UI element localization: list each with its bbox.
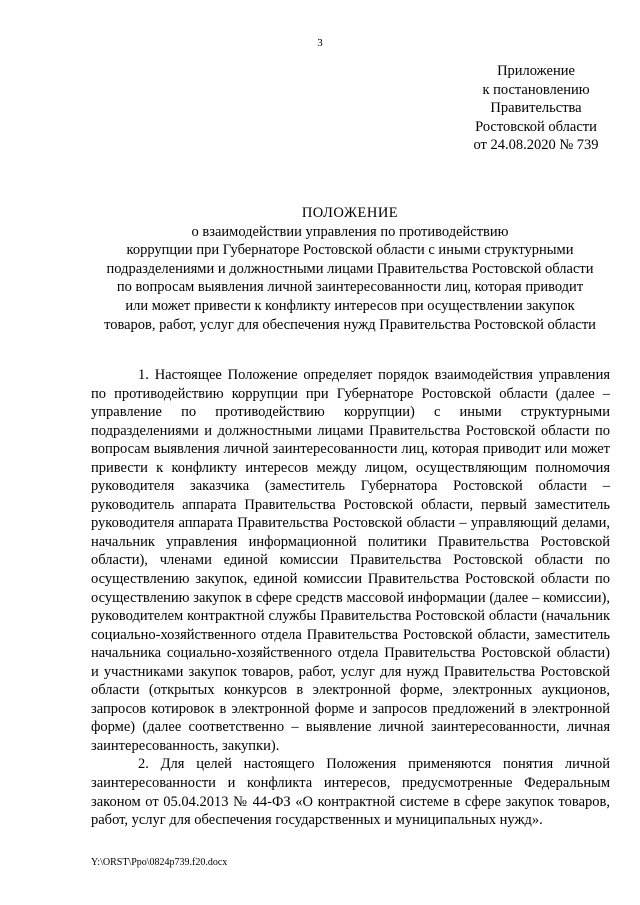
appendix-line: от 24.08.2020 № 739 — [473, 137, 599, 154]
paragraph-2: 2. Для целей настоящего Положения применяются понятия личной заинтересованности и конфликта интересов, предусмотренные Федеральным законом от 05.04.2013 № 44-ФЗ «О контрактной системе в сфере закупок товаров, работ, услуг для обеспечения государственных и муниципальных нужд». — [91, 756, 610, 829]
appendix-block — [420, 62, 640, 155]
appendix-line: к постановлению — [482, 81, 590, 98]
appendix-line: Ростовской области — [475, 118, 597, 135]
page-number: 3 — [317, 37, 323, 49]
appendix-line: Приложение — [497, 63, 575, 79]
title-subtitle-line: по вопросам выявления личной заинтересованности лиц, которая приводит — [116, 279, 584, 296]
title-subtitle-line: подразделениями и должностными лицами Правительства Ростовской области — [106, 260, 594, 277]
document-title: ПОЛОЖЕНИЕ — [301, 205, 399, 221]
document-body — [91, 366, 610, 830]
title-subtitle-line: коррупции при Губернаторе Ростовской области с иными структурными — [126, 242, 574, 259]
document-title-block — [60, 204, 640, 334]
title-subtitle-line: о взаимодействии управления по противодействию — [191, 223, 509, 240]
footer-file-path: Y:\ORST\Ppo\0824p739.f20.docx — [91, 857, 228, 868]
title-subtitle-line: или может привести к конфликту интересов при осуществлении закупок — [125, 297, 575, 314]
paragraph-1: 1. Настоящее Положение определяет порядок взаимодействия управления по противодействию коррупции при Губернаторе Ростовской области (далее – управление по противодействию коррупции) с иными структурными подразделениями и должностными лицами Правительства Ростовской области по вопросам выявления личной заинтересованности лиц, которая приводит или может привести к конфликту интересов между лицом, осуществляющим полномочия руководителя заказчика (заместитель Губернатора Ростовской области – руководитель аппарата Правительства Ростовской области, первый заместитель руководителя аппарата Правительства Ростовской области – управляющий делами, начальник управления информационной политики Правительства Ростовской области), членами единой комиссии Правительства Ростовской области по осуществлению закупок, единой комиссии Правительства Ростовской области по осуществлению закупок в сфере средств массовой информации (далее – комиссии), руководителем контрактной службы Правительства Ростовской области (начальник социально-хозяйственного отдела Правительства Ростовской области, заместитель начальника социально-хозяйственного отдела Правительства Ростовской области) и участниками закупок товаров, работ, услуг для нужд Правительства Ростовской области (открытых конкурсов в электронной форме, электронных аукционов, запросов котировок в электронной форме и запросов предложений в электронной форме) (далее соответственно – выявление личной заинтересованности, личная заинтересованность, закупки). — [91, 367, 610, 754]
title-subtitle-line: товаров, работ, услуг для обеспечения нужд Правительства Ростовской области — [104, 316, 596, 333]
appendix-line: Правительства — [490, 100, 582, 117]
